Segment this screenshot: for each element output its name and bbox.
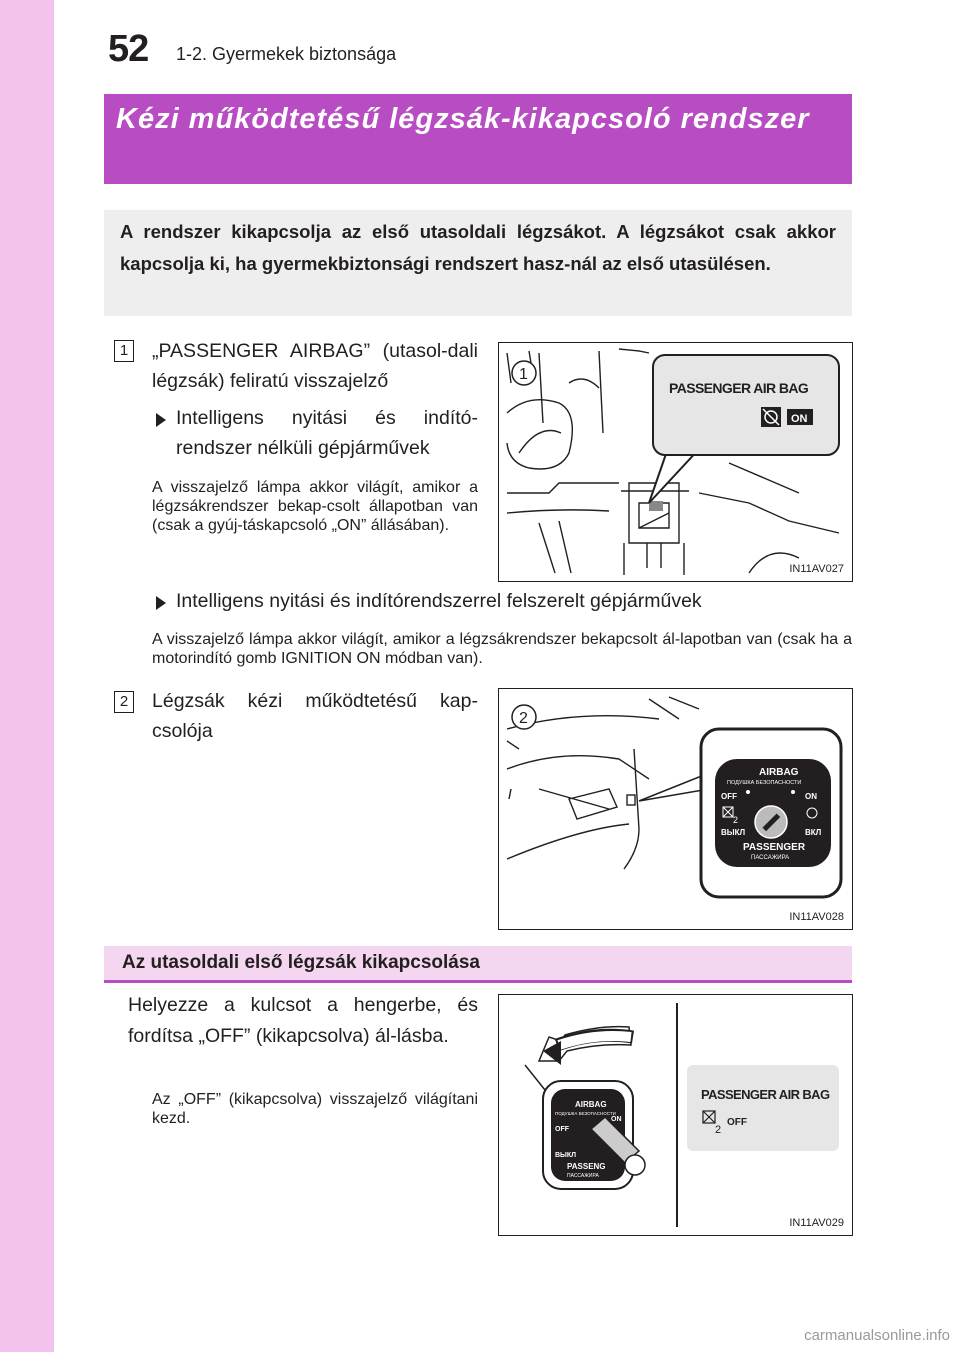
figure3-off-label: OFF <box>555 1126 569 1133</box>
chapter-side-tab <box>0 0 54 1352</box>
figure2-switch-top-ru: ПОДУШКА БЕЗОПАСНОСТИ <box>727 780 802 786</box>
figure-passenger-airbag-indicator <box>498 342 853 582</box>
figure3-on-label: ON <box>611 1116 622 1123</box>
figure3-switch-bottom: PASSENG <box>567 1162 606 1171</box>
figure2-switch-bottom: PASSENGER <box>743 842 806 853</box>
item1-bullet2: Intelligens nyitási és indítórendszerrel felszerelt gépjárművek <box>176 590 702 612</box>
figure2-switch-top: AIRBAG <box>759 767 799 778</box>
section-header <box>104 94 852 184</box>
intro-text: A rendszer kikapcsolja az első utasoldali légzsákot. A légzsákot csak akkor kapcsolja ki, ha gyermekbiztonsági rendszert hasz-nál az első utasülésen. <box>120 221 836 274</box>
item1-bullet1: Intelligens nyitási és indító-rendszer nélküli gépjárművek <box>176 407 478 459</box>
item1-note1: A visszajelző lámpa akkor világít, amikor a légzsákrendszer bekap-csolt állapotban van (csak a gyúj-táskapcsoló „ON” állásában). <box>152 479 478 534</box>
switch-off-illustration <box>499 995 852 1235</box>
dashboard-illustration <box>499 343 852 581</box>
item2-title: Légzsák kézi működtetésű kap-csolója <box>152 690 478 742</box>
item1-title: „PASSENGER AIRBAG” (utasol-dali légzsák) feliratú visszajelző <box>152 340 478 392</box>
watermark: carmanualsonline.info <box>804 1327 950 1344</box>
figure2-off-label: OFF <box>721 792 737 801</box>
section-title: Kézi működtetésű légzsák-kikapcsoló rendszer <box>116 103 810 135</box>
subsection-header <box>104 946 852 983</box>
bullet-arrow-icon <box>156 413 166 427</box>
bullet-arrow-icon <box>156 596 166 610</box>
figure3-panel-off: OFF <box>727 1117 747 1128</box>
figure-switch-off <box>498 994 853 1236</box>
glovebox-illustration <box>499 689 852 929</box>
figure2-off-ru-label: ВЫКЛ <box>721 828 746 837</box>
subsection-title: Az utasoldali első légzsák kikapcsolása <box>122 952 480 973</box>
section2-note: Az „OFF” (kikapcsolva) visszajelző világítani kezd. <box>152 1091 478 1127</box>
figure2-on-ru-label: ВКЛ <box>805 828 822 837</box>
item-number-1: 1 <box>114 340 134 362</box>
figure3-switch-bottom-ru: ПАССАЖИРА <box>567 1173 599 1179</box>
figure1-panel-title: PASSENGER AIR BAG <box>669 380 809 396</box>
figure1-on-badge: ON <box>791 413 808 425</box>
intro-box <box>104 210 852 316</box>
figure-airbag-switch <box>498 688 853 930</box>
figure3-switch-top-ru: ПОДУШКА БЕЗОПАСНОСТИ <box>555 1111 616 1116</box>
figure3-switch-top: AIRBAG <box>575 1100 607 1109</box>
airbag-off-icon <box>761 407 781 427</box>
figure3-off-ru-label: ВЫКЛ <box>555 1152 577 1159</box>
figure2-code: IN11AV028 <box>789 911 844 923</box>
figure2-callout: 2 <box>519 710 528 727</box>
figure1-callout: 1 <box>519 366 528 383</box>
figure2-on-label: ON <box>805 792 817 801</box>
figure2-switch-bottom-ru: ПАССАЖИРА <box>751 855 790 861</box>
figure3-panel-title: PASSENGER AIR BAG <box>701 1087 830 1102</box>
figure3-code: IN11AV029 <box>789 1217 844 1229</box>
section2-text: Helyezze a kulcsot a hengerbe, és fordítsa „OFF” (kikapcsolva) ál-lásba. <box>128 994 478 1047</box>
figure1-code: IN11AV027 <box>789 563 844 575</box>
svg-text:2: 2 <box>733 815 739 825</box>
chapter-title: 1-2. Gyermekek biztonsága <box>176 44 397 64</box>
page-number: 52 <box>108 28 149 70</box>
item1-note2: A visszajelző lámpa akkor világít, amikor a légzsákrendszer bekapcsolt ál-lapotban van (csak ha a motorindító gomb IGNITION ON módban van). <box>152 631 852 667</box>
item-number-2: 2 <box>114 691 134 713</box>
svg-text:2: 2 <box>715 1124 722 1136</box>
